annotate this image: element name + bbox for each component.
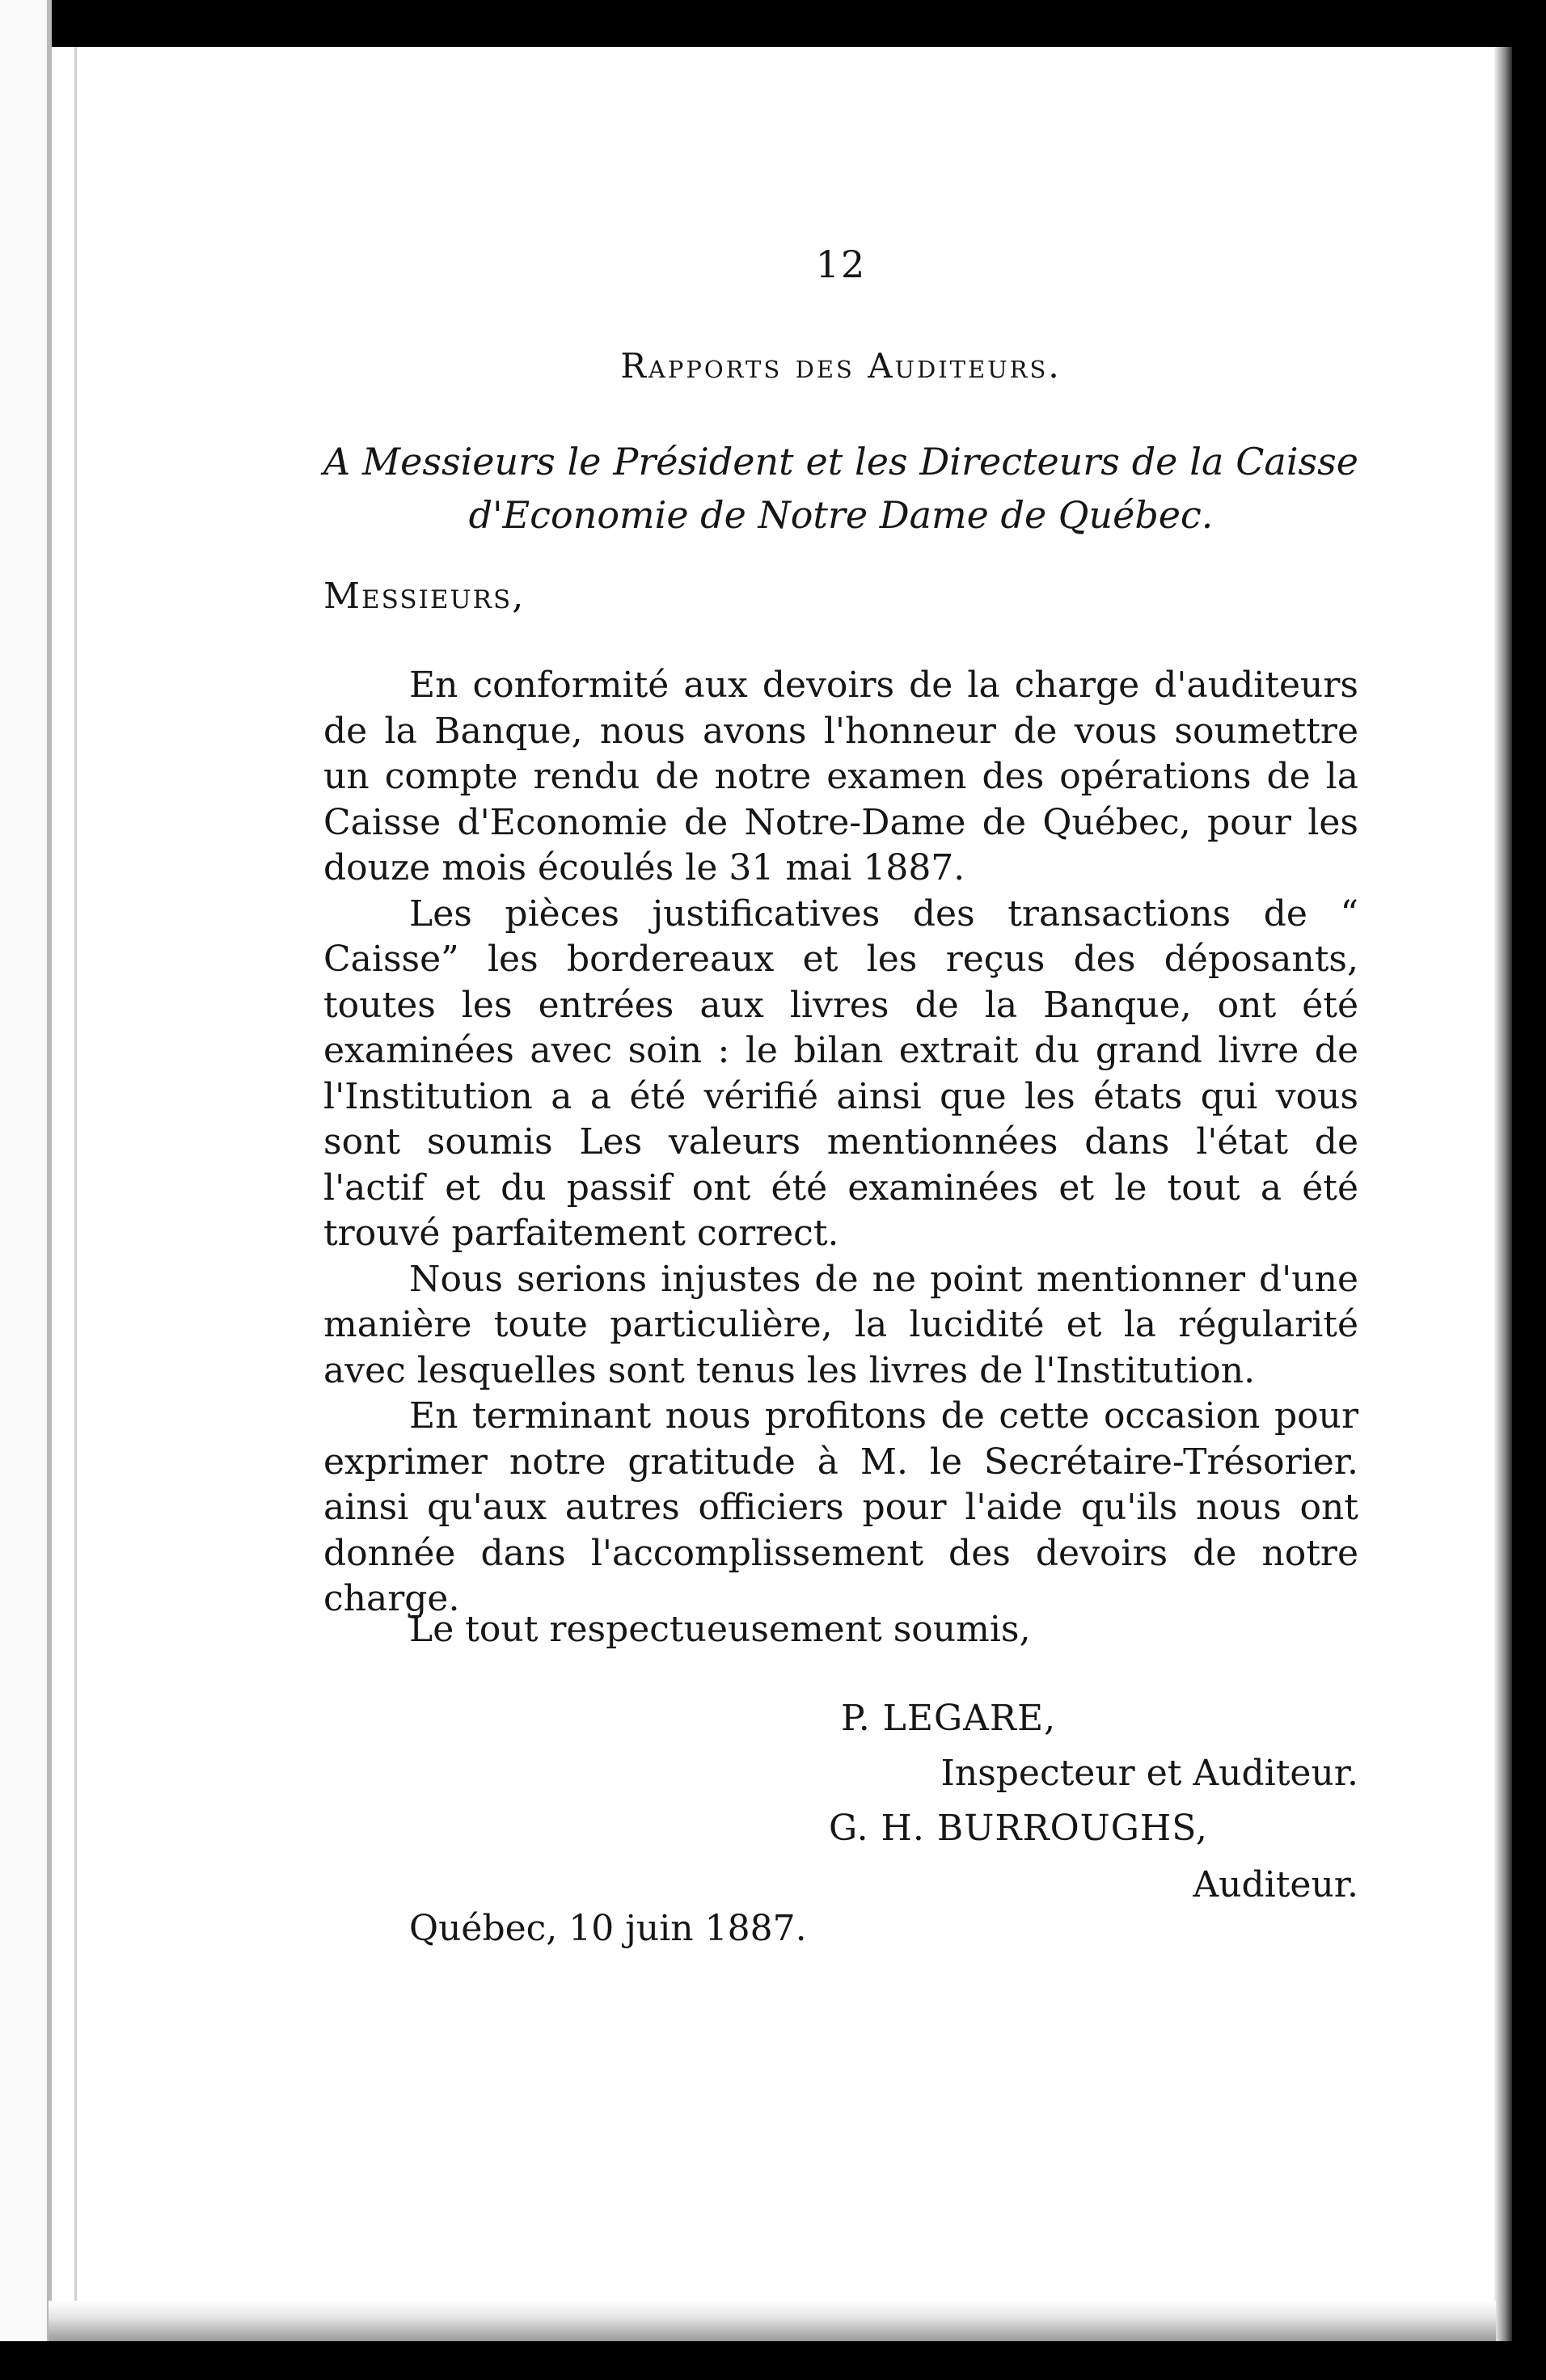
salutation: Messieurs, bbox=[323, 576, 526, 617]
paragraph: En conformité aux devoirs de la charge d'auditeurs de la Banque, nous avons l'honneur de vous soumettre un compte rendu de notre examen des opérations de la Caisse d'Economie de Notre-Dame de Québec, pour les douze mois écoulés le 31 mai 1887. bbox=[323, 665, 1358, 888]
scan-border-left bbox=[0, 0, 52, 2380]
page-edge-line bbox=[74, 47, 77, 2302]
document-page bbox=[323, 243, 1358, 2045]
signature-title: Inspecteur et Auditeur. bbox=[940, 1753, 1358, 1794]
letter-body bbox=[323, 663, 1358, 1623]
closing-line: Le tout respectueusement soumis, bbox=[409, 1609, 1031, 1650]
scan-border-bottom bbox=[0, 2341, 1546, 2380]
place-date: Québec, 10 juin 1887. bbox=[409, 1908, 807, 1949]
signature-name: G. H. BURROUGHS, bbox=[829, 1808, 1208, 1849]
address-line-1: A Messieurs le Président et les Directeurs de la Caisse bbox=[323, 440, 1358, 483]
paragraph: En terminant nous profitons de cette occasion pour exprimer notre gratitude à M. le Secrétaire-Trésorier. ainsi qu'aux autres officiers pour l'aide qu'ils nous ont donnée dans l'accomplissement des devoirs de notre charge. bbox=[323, 1395, 1358, 1619]
paragraph: Nous serions injustes de ne point mentionner d'une manière toute particulière, la lucidité et la régularité avec lesquelles sont tenus les livres de l'Institution. bbox=[323, 1258, 1358, 1391]
scan-border-top bbox=[0, 0, 1546, 47]
paragraph: Les pièces justificatives des transactions de “ Caisse” les bordereaux et les reçus des déposants, toutes les entrées aux livres de la Banque, ont été examinées avec soin : le bilan extrait du grand livre de l'Institution a a été vérifié ainsi que les états qui vous sont soumis Les valeurs mentionnées dans l'état de l'actif et du passif ont été examinées et le tout a été trouvé parfaitement correct. bbox=[323, 892, 1358, 1254]
address-line-2: d'Economie de Notre Dame de Québec. bbox=[468, 493, 1214, 537]
page-edge-right bbox=[1494, 47, 1512, 2341]
page-number: 12 bbox=[815, 243, 867, 286]
address-block bbox=[323, 435, 1358, 542]
signature-name: P. LEGARE, bbox=[841, 1698, 1057, 1739]
scan-border-right bbox=[1512, 0, 1546, 2380]
page-heading: Rapports des Auditeurs. bbox=[620, 346, 1062, 386]
signature-title: Auditeur. bbox=[1193, 1864, 1358, 1905]
page-edge-bottom bbox=[49, 2301, 1496, 2341]
